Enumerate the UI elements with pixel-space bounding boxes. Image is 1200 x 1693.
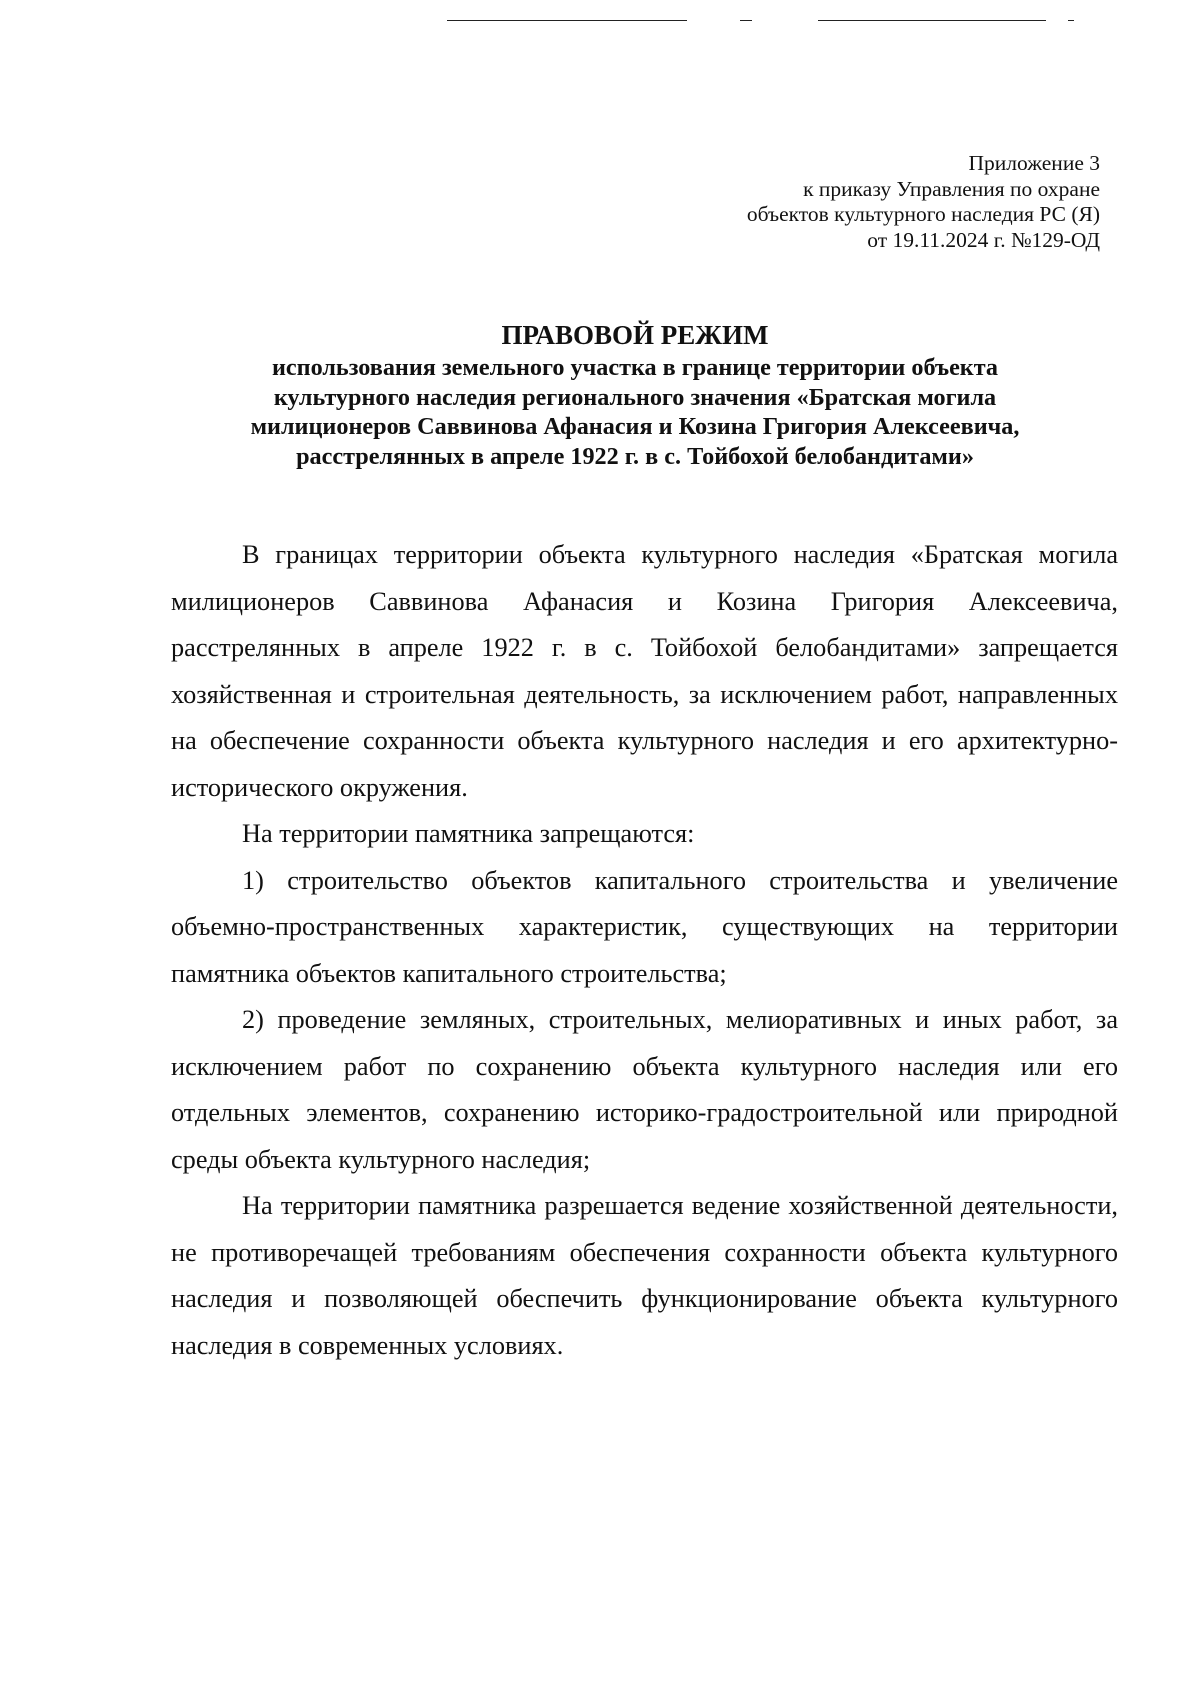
paragraph-prohibitions-intro: На территории памятника запрещаются: (242, 819, 695, 848)
annex-header (500, 151, 1100, 253)
title-sub-line: милиционеров Саввинова Афанасия и Козина Григория Алексеевича, (250, 413, 1020, 440)
title-sub-line: использования земельного участка в границе территории объекта (271, 354, 999, 381)
title-main: ПРАВОВОЙ РЕЖИМ (501, 320, 769, 350)
scan-artifact-lines (0, 20, 1200, 24)
annex-line-4: от 19.11.2024 г. №129-ОД (867, 227, 1100, 252)
document-body (171, 532, 1118, 1369)
paragraph-boundary-restriction: В границах территории объекта культурного наследия «Братская могила милиционеров Саввинова Афанасия и Козина Григория Алексеевича, расстрелянных в апреле 1922 г. в с. Тойбохой белобандитами» запрещается хозяйственная и строительная деятельность, за исключением работ, направленных на обеспечение сохранности объекта культурного наследия и его архитектурно-исторического окружения. (171, 540, 1118, 802)
title-subtitle (170, 353, 1100, 471)
annex-line-2: к приказу Управления по охране (803, 176, 1100, 201)
annex-line-3: объектов культурного наследия РС (Я) (746, 202, 1100, 226)
paragraph-prohibition-2: 2) проведение земляных, строительных, мелиоративных и иных работ, за исключением работ по сохранению объекта культурного наследия или его отдельных элементов, сохранению историко-градостроительной или природной среды объекта культурного наследия; (171, 1005, 1118, 1174)
scan-line (447, 20, 687, 21)
scan-line (1068, 20, 1074, 21)
scan-line (818, 20, 1046, 21)
annex-line-1: Приложение 3 (968, 151, 1100, 175)
paragraph-permitted-activity: На территории памятника разрешается ведение хозяйственной деятельности, не противоречащей требованиям обеспечения сохранности объекта культурного наследия и позволяющей обеспечить функционирование объекта культурного наследия в современных условиях. (171, 1191, 1118, 1360)
title-sub-line: культурного наследия регионального значения «Братская могила (273, 383, 997, 411)
scan-line (740, 20, 752, 21)
title-sub-line: расстрелянных в апреле 1922 г. в с. Тойбохой белобандитами» (296, 442, 974, 470)
paragraph-prohibition-1: 1) строительство объектов капитального строительства и увеличение объемно-пространственных характеристик, существующих на территории памятника объектов капитального строительства; (171, 865, 1118, 988)
document-title (170, 319, 1100, 471)
